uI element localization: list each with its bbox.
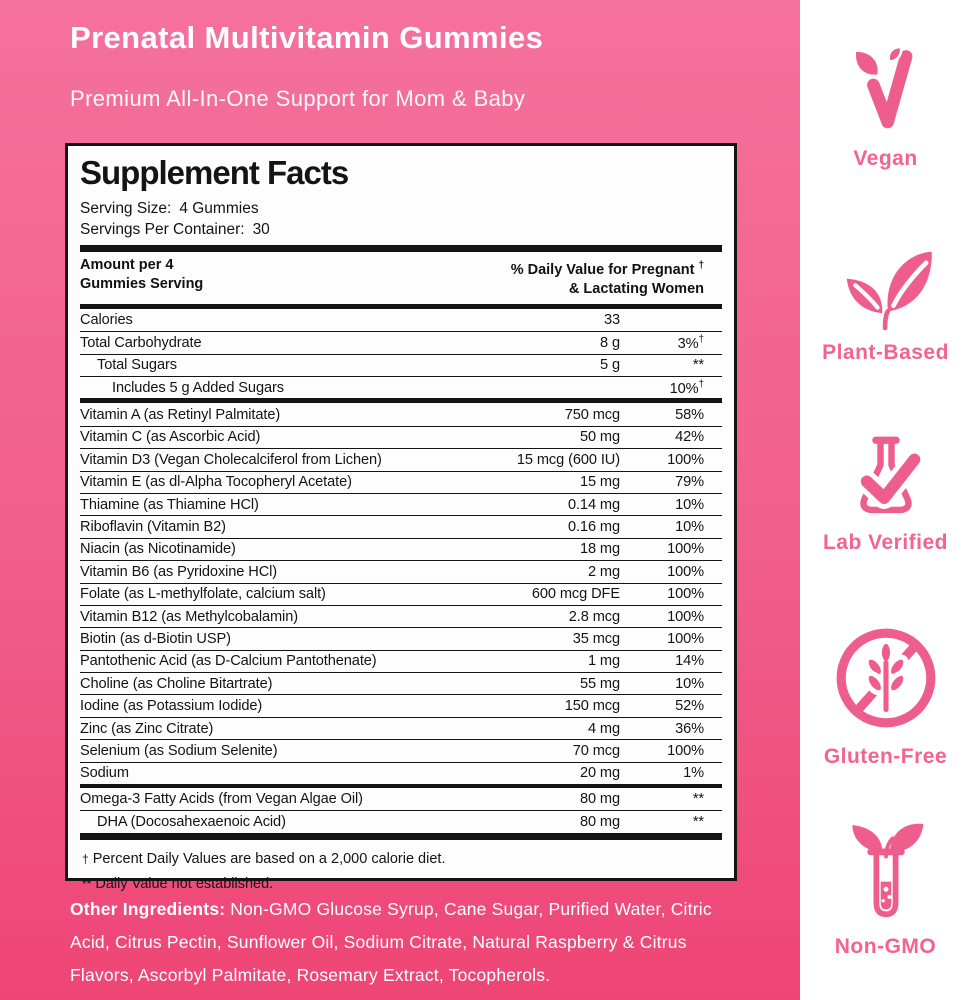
- ingredient-name: Calories: [80, 312, 133, 329]
- ingredient-amount: 33: [603, 312, 620, 329]
- table-row: [80, 426, 722, 448]
- table-row: [80, 583, 722, 605]
- ingredient-daily-value: **: [692, 814, 704, 831]
- table-row: [80, 739, 722, 761]
- ingredient-name: Iodine (as Potassium Iodide): [80, 698, 263, 715]
- certification-badges-column: [800, 0, 971, 1000]
- ingredient-amount: 0.14 mg: [567, 496, 620, 513]
- ingredient-daily-value: 100%: [667, 451, 704, 468]
- table-row: [80, 788, 722, 810]
- non-gmo-icon: [838, 820, 934, 924]
- ingredient-name: Vitamin A (as Retinyl Palmitate): [80, 406, 281, 423]
- ingredient-amount: 600 mcg DFE: [531, 586, 620, 603]
- table-row: [80, 560, 722, 582]
- ingredient-name: Selenium (as Sodium Selenite): [80, 742, 278, 759]
- ingredient-name: Vitamin B6 (as Pyridoxine HCl): [80, 563, 278, 580]
- footnotes: [80, 840, 722, 897]
- other-ingredients-label: Other Ingredients:: [70, 899, 226, 919]
- ingredient-amount: 80 mg: [579, 814, 620, 831]
- ingredient-amount: 80 mg: [579, 791, 620, 808]
- ingredient-daily-value: 10%: [675, 675, 704, 692]
- ingredient-amount: 20 mg: [579, 765, 620, 782]
- badge-label: Plant-Based: [822, 341, 949, 364]
- ingredient-name: Omega-3 Fatty Acids (from Vegan Algae Oil): [80, 791, 363, 808]
- supplement-facts-panel: [65, 143, 737, 892]
- ingredient-name: Zinc (as Zinc Citrate): [80, 720, 214, 737]
- other-ingredients: [70, 893, 735, 992]
- ingredient-daily-value: 79%: [675, 474, 704, 491]
- ingredient-name: Vitamin E (as dl-Alpha Tocopheryl Acetate): [80, 474, 352, 491]
- ingredient-amount: 70 mcg: [572, 742, 620, 759]
- ingredient-name: Folate (as L-methylfolate, calcium salt): [80, 586, 326, 603]
- ingredient-name: Sodium: [80, 765, 129, 782]
- table-column-headers: [80, 252, 722, 304]
- ingredient-name: Niacin (as Nicotinamide): [80, 541, 236, 558]
- badge-label: Vegan: [853, 147, 918, 170]
- serving-size: [80, 198, 722, 219]
- ingredient-amount: 0.16 mg: [567, 519, 620, 536]
- ingredient-amount: 35 mcg: [572, 630, 620, 647]
- table-row: [80, 448, 722, 470]
- table-row: [80, 354, 722, 376]
- ingredient-amount: 18 mg: [579, 541, 620, 558]
- ingredient-amount: 5 g: [600, 357, 620, 374]
- table-row: [80, 650, 722, 672]
- table-row: [80, 376, 722, 398]
- table-row: [80, 471, 722, 493]
- ingredient-amount: 50 mg: [579, 429, 620, 446]
- ingredient-daily-value: **: [692, 791, 704, 808]
- ingredient-name: Includes 5 g Added Sugars: [112, 379, 284, 396]
- ingredient-amount: 55 mg: [579, 675, 620, 692]
- ingredient-daily-value: 100%: [667, 608, 704, 625]
- ingredient-daily-value: **: [692, 357, 704, 374]
- table-row: [80, 605, 722, 627]
- gluten-free-icon: [830, 622, 942, 734]
- badge-non-gmo: [800, 820, 971, 959]
- serving-size-value: 4 Gummies: [179, 200, 259, 217]
- badge-vegan: [800, 44, 971, 171]
- ingredient-amount: 4 mg: [587, 720, 620, 737]
- ingredient-daily-value: 100%: [667, 742, 704, 759]
- table-divider: [80, 833, 722, 840]
- ingredient-name: Vitamin D3 (Vegan Cholecalciferol from Lichen): [80, 451, 382, 468]
- divider-bar: [80, 245, 722, 252]
- ingredient-daily-value: 14%: [675, 653, 704, 670]
- table-row: [80, 672, 722, 694]
- ingredient-amount: 2.8 mcg: [568, 608, 620, 625]
- ingredient-amount: 750 mcg: [564, 406, 620, 423]
- badge-lab-verified: [800, 432, 971, 555]
- ingredient-daily-value: 42%: [675, 429, 704, 446]
- table-row: [80, 403, 722, 425]
- ingredient-daily-value: 1%: [683, 765, 704, 782]
- footnote-asterisks: ** Daily Value not established.: [82, 875, 274, 892]
- badge-label: Lab Verified: [822, 531, 949, 554]
- table-row: [80, 694, 722, 716]
- ingredient-name: Vitamin C (as Ascorbic Acid): [80, 429, 261, 446]
- ingredient-name: Biotin (as d-Biotin USP): [80, 630, 231, 647]
- vegan-icon: [844, 44, 928, 136]
- ingredient-daily-value: 100%: [667, 541, 704, 558]
- ingredient-daily-value: 36%: [675, 720, 704, 737]
- ingredient-daily-value: 10%: [675, 519, 704, 536]
- table-row: [80, 515, 722, 537]
- amount-column-header: Amount per 4 Gummies Serving: [80, 257, 204, 292]
- ingredient-amount: 150 mcg: [564, 698, 620, 715]
- table-row: [80, 309, 722, 331]
- nutrient-table: [80, 309, 722, 840]
- ingredient-amount: 15 mcg (600 IU): [516, 451, 620, 468]
- ingredient-name: Thiamine (as Thiamine HCl): [80, 496, 259, 513]
- servings-per-container: [80, 219, 722, 240]
- ingredient-amount: 15 mg: [579, 474, 620, 491]
- ingredient-name: DHA (Docosahexaenoic Acid): [97, 814, 286, 831]
- ingredient-daily-value: 100%: [667, 630, 704, 647]
- table-row: [80, 762, 722, 784]
- ingredient-amount: 1 mg: [587, 653, 620, 670]
- ingredient-name: Total Sugars: [97, 357, 177, 374]
- ingredient-name: Total Carbohydrate: [80, 334, 202, 351]
- ingredient-amount: 8 g: [600, 334, 620, 351]
- ingredient-name: Vitamin B12 (as Methylcobalamin): [80, 608, 298, 625]
- page-title: Prenatal Multivitamin Gummies: [70, 20, 544, 55]
- table-row: [80, 627, 722, 649]
- table-row: [80, 717, 722, 739]
- lab-verified-icon: [840, 432, 932, 520]
- ingredient-daily-value: 3%†: [677, 333, 704, 352]
- ingredient-name: Pantothenic Acid (as D-Calcium Pantothenate): [80, 653, 377, 670]
- footnote-dagger: † Percent Daily Values are based on a 2,000 calorie diet.: [82, 850, 446, 867]
- table-row: [80, 493, 722, 515]
- badge-plant-based: [800, 246, 971, 365]
- ingredient-daily-value: 100%: [667, 563, 704, 580]
- supplement-facts-title: Supplement Facts: [80, 154, 349, 191]
- badge-gluten-free: [800, 622, 971, 769]
- ingredient-daily-value: 100%: [667, 586, 704, 603]
- ingredient-amount: 2 mg: [587, 563, 620, 580]
- servings-per-container-label: Servings Per Container:: [80, 221, 245, 238]
- table-row: [80, 810, 722, 832]
- ingredient-daily-value: 10%: [675, 496, 704, 513]
- other-ingredients-text: Non-GMO Glucose Syrup, Cane Sugar, Purified Water, Citric Acid, Citrus Pectin, Sunflower Oil, Sodium Citrate, Natural Raspberry & Citrus Flavors, Ascorbyl Palmitate, Rosemary Extract, Tocopherols.: [70, 899, 712, 985]
- badge-label: Gluten-Free: [823, 745, 948, 768]
- ingredient-daily-value: 10%†: [669, 378, 704, 397]
- ingredient-daily-value: 52%: [675, 698, 704, 715]
- page-subtitle: Premium All-In-One Support for Mom & Baby: [70, 86, 526, 111]
- plant-based-icon: [834, 246, 938, 330]
- table-row: [80, 331, 722, 353]
- dv-column-header: % Daily Value for Pregnant † & Lactating Women: [510, 260, 704, 297]
- serving-size-label: Serving Size:: [80, 200, 172, 217]
- badge-label: Non-GMO: [834, 935, 937, 958]
- table-row: [80, 538, 722, 560]
- ingredient-name: Riboflavin (Vitamin B2): [80, 519, 226, 536]
- ingredient-name: Choline (as Choline Bitartrate): [80, 675, 273, 692]
- ingredient-daily-value: 58%: [675, 406, 704, 423]
- servings-per-container-value: 30: [252, 221, 270, 238]
